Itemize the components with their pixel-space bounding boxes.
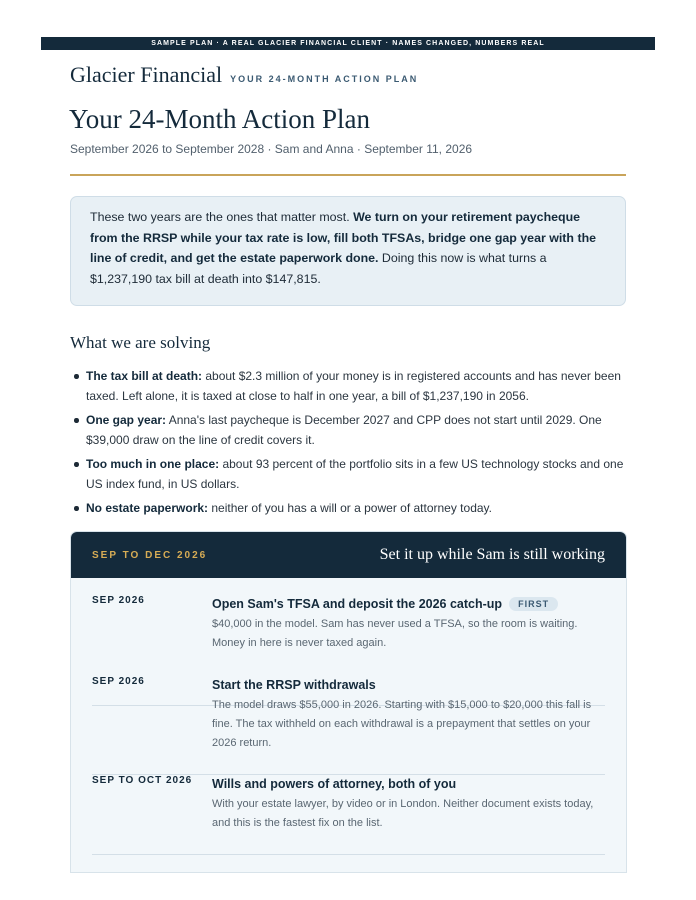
list-item: [70, 498, 630, 518]
phase-header: [71, 532, 626, 578]
problem-label: No estate paperwork:: [86, 501, 209, 515]
problem-text: about 93 percent of the portfolio sits in a few US technology stocks and one US index fund, in US dollars.: [86, 457, 624, 491]
task-body: [212, 775, 605, 833]
brand-name: Glacier Financial: [70, 62, 223, 87]
phase-card: [70, 531, 627, 873]
problem-text: Anna's last paycheque is December 2027 and CPP does not start until 2029. One $39,000 draw on the line of credit covers it.: [86, 413, 602, 447]
plan-subtitle: September 2026 to September 2028 · Sam and Anna · September 11, 2026: [70, 142, 473, 156]
summary-callout: [70, 196, 626, 306]
phase-heading: Set it up while Sam is still working: [379, 546, 605, 563]
sample-plan-banner: SAMPLE PLAN · A REAL GLACIER FINANCIAL CLIENT · NAMES CHANGED, NUMBERS REAL: [41, 37, 655, 50]
section-title-solving: What we are solving: [70, 333, 211, 352]
problem-list: [70, 366, 630, 522]
problem-label: Too much in one place:: [86, 457, 220, 471]
task-row: [92, 775, 605, 855]
task-description: With your estate lawyer, by video or in London. Neither document exists today, and this is the fastest fix on the list.: [212, 798, 594, 829]
summary-lead: These two years are the ones that matter most.: [90, 210, 354, 224]
list-item: [70, 454, 630, 494]
task-body: [212, 595, 605, 653]
task-description: The model draws $55,000 in 2026. Starting with $15,000 to $20,000 this fall is fine. The tax withheld on each withdrawal is a prepayment that settles on your 2026 return.: [212, 699, 592, 749]
problem-label: One gap year:: [86, 413, 167, 427]
divider: [70, 174, 626, 176]
first-badge: FIRST: [509, 597, 558, 611]
page-title: Your 24-Month Action Plan: [69, 104, 371, 134]
task-date: SEP TO OCT 2026: [92, 775, 193, 786]
task-body: [212, 676, 605, 753]
task-title: Wills and powers of attorney, both of you: [212, 777, 457, 791]
summary-emphasis: We turn on your retirement paycheque from the RRSP while your tax rate is low, fill both TFSAs, bridge one gap year with the line of credit, and get the estate paperwork done.: [90, 210, 597, 265]
problem-text: about $2.3 million of your money is in registered accounts and has never been taxed. Left alone, it is taxed at close to half in one year, a bill of $1,237,190 in 2056.: [86, 369, 621, 403]
task-title: Open Sam's TFSA and deposit the 2026 catch-up: [212, 597, 503, 611]
task-title: Start the RRSP withdrawals: [212, 678, 376, 692]
brand-header: [70, 62, 418, 88]
summary-tail: Doing this now is what turns a $1,237,190 tax bill at death into $147,815.: [90, 251, 547, 286]
list-item: [70, 366, 630, 406]
task-row: [92, 676, 605, 775]
problem-text: neither of you has a will or a power of attorney today.: [208, 501, 492, 515]
problem-label: The tax bill at death:: [86, 369, 203, 383]
brand-tagline: YOUR 24-MONTH ACTION PLAN: [230, 74, 419, 84]
list-item: [70, 410, 630, 450]
task-description: $40,000 in the model. Sam has never used a TFSA, so the room is waiting. Money in here is never taxed again.: [212, 618, 578, 649]
phase-date-range: SEP TO DEC 2026: [92, 549, 208, 561]
task-date: SEP 2026: [92, 676, 145, 687]
task-date: SEP 2026: [92, 595, 145, 606]
